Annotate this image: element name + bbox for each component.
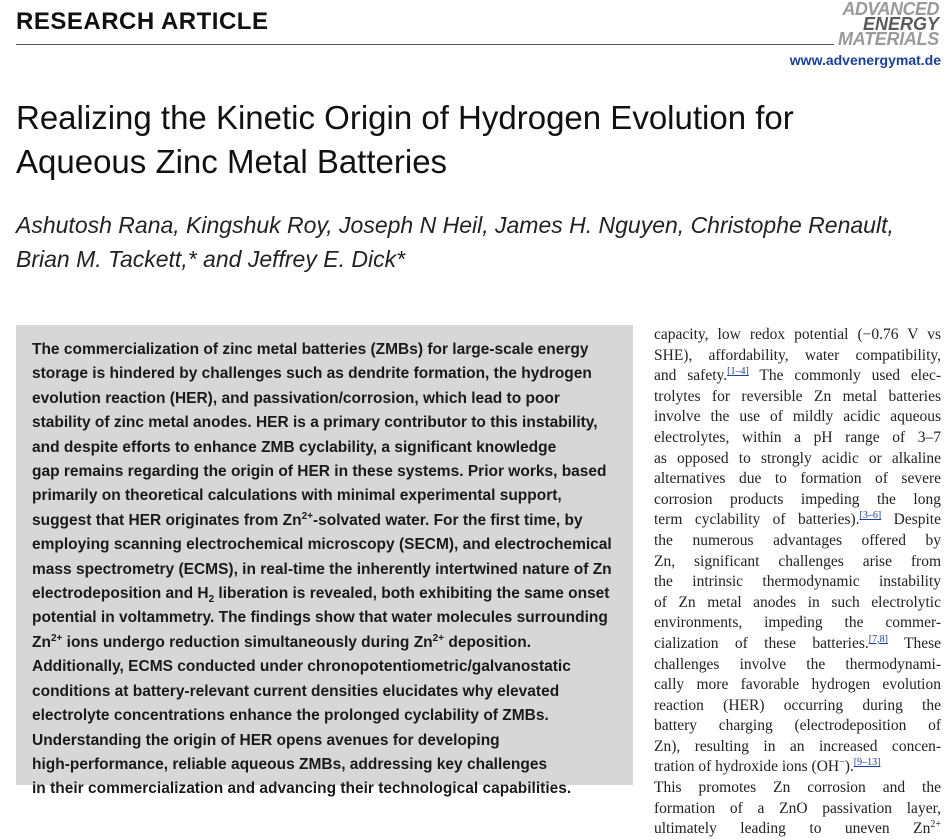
body-line: [654, 819, 941, 840]
author-list: [16, 208, 916, 276]
text-fragment: term cyclability of batteries).: [654, 511, 860, 529]
abstract-line: Understanding the origin of HER opens avenues for developing: [32, 731, 500, 749]
body-line: Zn), resulting in an increased concen-: [654, 737, 941, 755]
superscript: 2+: [930, 819, 941, 831]
article-title: [16, 96, 916, 184]
abstract-line: employing scanning electrochemical microscopy (SECM), and electrochemical: [32, 536, 612, 554]
abstract-line: primarily on theoretical calculations with minimal experimental support,: [32, 487, 562, 505]
authors-line-2: Brian M. Tackett,* and Jeffrey E. Dick*: [16, 246, 406, 272]
body-line: battery charging (electrodeposition of: [654, 717, 941, 735]
body-line: [654, 366, 941, 387]
abstract-line: stability of zinc metal anodes. HER is a primary contributor to this instability,: [32, 414, 598, 432]
header-rule: [16, 44, 834, 45]
body-line: environments, impeding the commer-: [654, 614, 941, 632]
abstract-line: mass spectrometry (ECMS), in real-time the inherently intertwined nature of Zn: [32, 560, 612, 578]
body-line: formation of a ZnO passivation layer,: [654, 799, 941, 817]
text-fragment: These: [887, 634, 942, 652]
title-line-2: Aqueous Zinc Metal Batteries: [16, 143, 448, 180]
body-line: as opposed to strongly acidic or alkaline: [654, 449, 941, 467]
body-line: [654, 510, 941, 531]
abstract-line: electrolyte concentrations enhance the prolonged cyclability of ZMBs.: [32, 707, 549, 725]
superscript: 2+: [432, 632, 445, 644]
title-line-1: Realizing the Kinetic Origin of Hydrogen Evolution for: [16, 99, 794, 136]
abstract-line: Additionally, ECMS conducted under chronopotentiometric/galvanostatic: [32, 658, 571, 676]
body-line: involve the use of mildly acidic aqueous: [654, 408, 941, 426]
abstract-line: storage is hindered by challenges such as dendrite formation, the hydrogen: [32, 365, 592, 383]
abstract-line: The commercialization of zinc metal batteries (ZMBs) for large-scale energy: [32, 341, 589, 358]
text-fragment: deposition.: [444, 633, 532, 651]
citation-link[interactable]: [1–4]: [727, 366, 749, 378]
body-line: SHE), affordability, water compatibility,: [654, 346, 941, 364]
text-fragment: The commonly used elec-: [748, 367, 942, 385]
body-line: capacity, low redox potential (−0.76 V vs: [654, 326, 941, 343]
body-line: cally more favorable hydrogen evolution: [654, 676, 941, 694]
abstract-line: high-performance, reliable aqueous ZMBs, addressing key challenges: [32, 755, 548, 773]
citation-link[interactable]: [3–6]: [859, 510, 882, 522]
body-line: corrosion products impeding the long: [654, 490, 941, 508]
abstract-box: [16, 325, 633, 798]
body-line: challenges involve the thermodynami-: [654, 655, 941, 673]
body-line: alternatives due to formation of severe: [654, 470, 941, 488]
text-fragment: Despite: [881, 511, 941, 529]
body-line: [654, 757, 941, 778]
abstract-line: [32, 631, 619, 655]
abstract-text: [32, 338, 619, 802]
body-line: trolytes for reversible Zn metal batteries: [654, 387, 941, 405]
text-fragment: and safety.: [654, 367, 728, 385]
text-fragment: ions undergo reduction simultaneously during Zn: [62, 633, 433, 651]
text-fragment: Zn: [32, 633, 51, 651]
logo-word-3: MATERIALS: [838, 29, 939, 49]
journal-url-link[interactable]: www.advenergymat.de: [789, 52, 941, 68]
abstract-line: potential in voltammetry. The findings show that water molecules surrounding: [32, 609, 608, 627]
citation-link[interactable]: [7,8]: [868, 633, 888, 645]
body-line: Zn, significant challenges arise from: [654, 552, 941, 570]
body-line: [654, 634, 941, 655]
abstract-line: evolution reaction (HER), and passivation/corrosion, which lead to poor: [32, 389, 560, 407]
subscript: 2: [208, 594, 215, 606]
superscript: 2+: [50, 632, 63, 644]
text-fragment: cialization of these batteries.: [654, 634, 869, 652]
abstract-line: and despite efforts to enhance ZMB cyclability, a significant knowledge: [32, 438, 557, 456]
abstract-line: [32, 582, 619, 606]
logo-word-1: ADVANCED: [842, 0, 939, 19]
body-line: of Zn metal anodes in such electrolytic: [654, 593, 941, 611]
body-line: reaction (HER) occurring during the: [654, 696, 941, 714]
text-fragment: liberation is revealed, both exhibiting the same onset: [214, 585, 610, 603]
abstract-line: [32, 509, 619, 533]
body-line: electrolytes, within a pH range of 3–7: [654, 428, 941, 446]
abstract-line: gap remains regarding the origin of HER in these systems. Prior works, based: [32, 463, 607, 481]
journal-logo: [835, 2, 939, 47]
superscript: −: [839, 757, 845, 769]
section-label: RESEARCH ARTICLE: [16, 8, 269, 35]
citation-link[interactable]: [9–13]: [853, 757, 881, 769]
body-line: the numerous advantages offered by: [654, 531, 941, 549]
text-fragment: -solvated water. For the first time, by: [312, 511, 583, 529]
abstract-line: conditions at battery-relevant current densities elucidates why elevated: [32, 682, 560, 700]
text-fragment: suggest that HER originates from Zn: [32, 511, 302, 529]
logo-word-2: ENERGY: [862, 14, 939, 34]
superscript: 2+: [301, 510, 313, 522]
body-line: the intrinsic thermodynamic instability: [654, 573, 941, 591]
text-fragment: ultimately leading to uneven Zn: [654, 820, 931, 838]
text-fragment: tration of hydroxide ions (OH: [654, 758, 840, 776]
body-text-column: [654, 325, 941, 840]
text-fragment: electrodeposition and H: [32, 585, 209, 603]
body-line: This promotes Zn corrosion and the: [654, 779, 941, 797]
text-fragment: ).: [844, 758, 854, 776]
abstract-line: in their commercialization and advancing their technological capabilities.: [32, 780, 572, 798]
authors-line-1: Ashutosh Rana, Kingshuk Roy, Joseph N Heil, James H. Nguyen, Christophe Renault,: [16, 212, 894, 238]
